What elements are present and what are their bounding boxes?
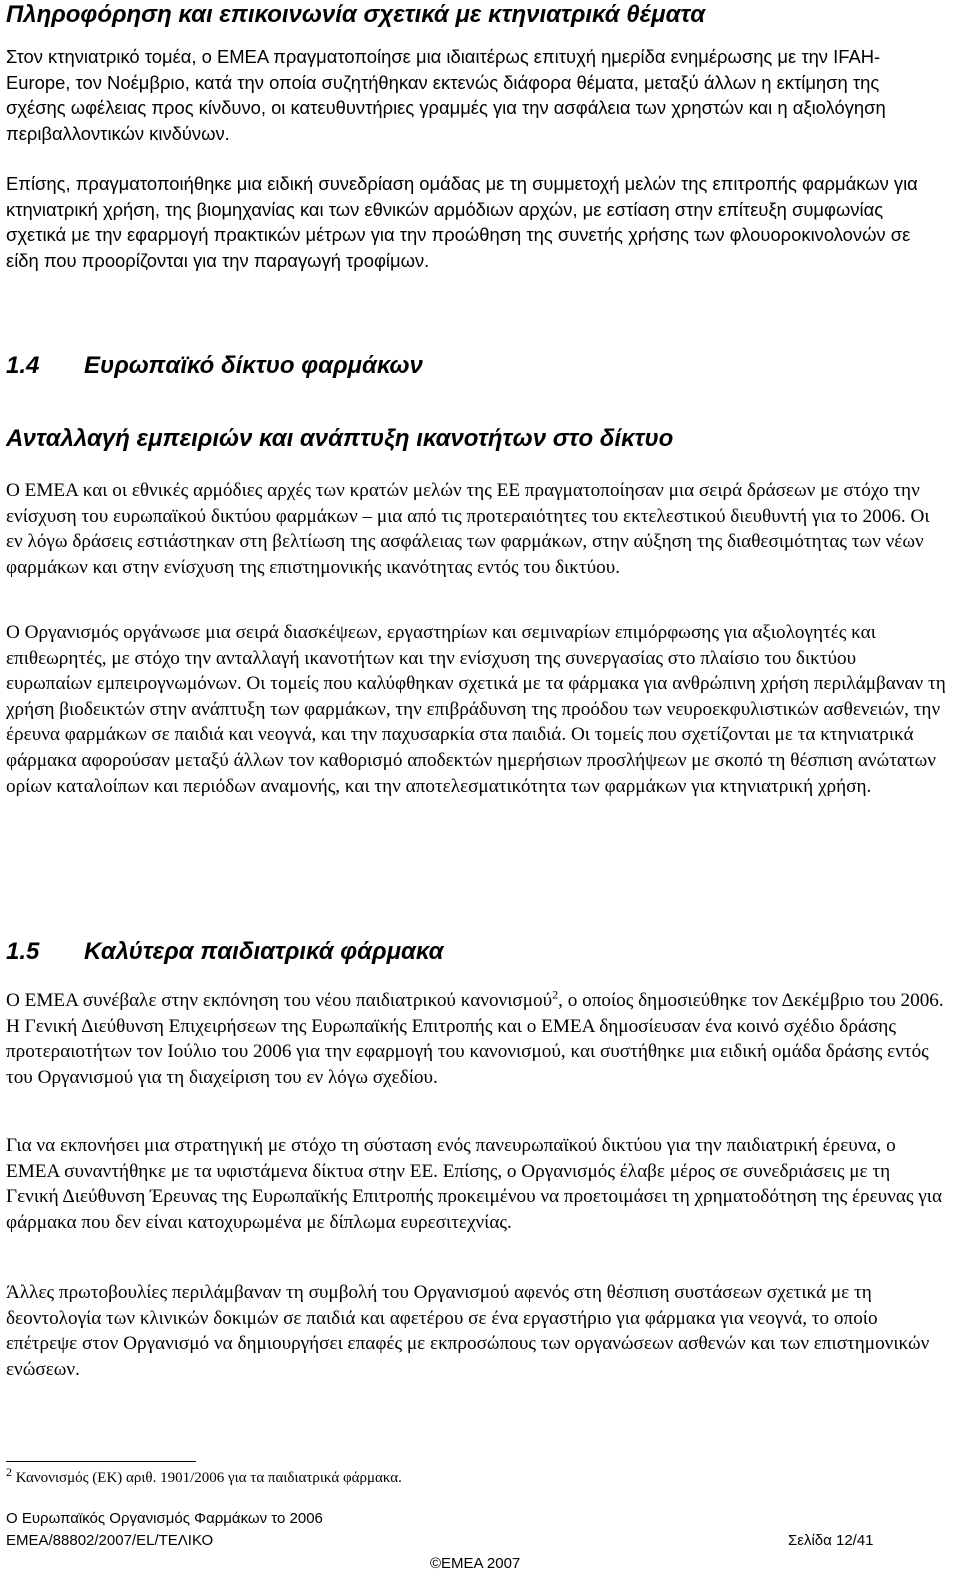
section-number: 1.4 — [6, 352, 40, 379]
section-1-5-heading — [6, 938, 443, 966]
footnote-divider — [6, 1461, 196, 1462]
section-1-4-paragraph-1: Ο ΕΜΕΑ και οι εθνικές αρμόδιες αρχές των κρατών μελών της ΕΕ πραγματοποίησαν μια σειρά δράσεων με στόχο την ενίσχυση του ευρωπαϊκού δικτύου φαρμάκων – μια από τις προτεραιότητες του εκτελεστικού διευθυντή για το 2006. Οι εν λόγω δράσεις εστιάστηκαν στη βελτίωση της ασφάλειας των φαρμάκων, στην αύξηση της διαθεσιμότητας των νέων φαρμάκων και στην ενίσχυση της επιστημονικής ικανότητας εντός του δικτύου. — [6, 480, 930, 578]
section-1-4-paragraph-2: Ο Οργανισμός οργάνωσε μια σειρά διασκέψεων, εργαστηρίων και σεμιναρίων επιμόρφωσης για αξιολογητές και επιθεωρητές, με στόχο την ανταλλαγή ικανοτήτων και την ενίσχυση της συνεργασίας στο πλαίσιο του δικτύου ευρωπαίων εμπειρογνωμόνων. Οι τομείς που καλύφθηκαν σχετικά με τα φάρμακα για ανθρώπινη χρήση περιλάμβαναν τη χρήση βιοδεικτών στην ανάπτυξη των φαρμάκων, την επιβράδυνση της προόδου των νευροεκφυλιστικών ασθενειών, την έρευνα φαρμάκων σε παιδιά και νεογνά, και την παχυσαρκία στα παιδιά. Οι τομείς που σχετίζονται με τα κτηνιατρικά φάρμακα αφορούσαν μεταξύ άλλων τον καθορισμό αποδεκτών ημερήσιων προσλήψεων με σκοπό τη θέσπιση ανώτατων ορίων καταλοίπων και περιόδων αναμονής, και την αποτελεσματικότητα των φαρμάκων για κτηνιατρική χρήση. — [6, 622, 946, 797]
footer-page-number: Σελίδα 12/41 — [788, 1532, 874, 1549]
footnote — [6, 1465, 402, 1487]
section-heading-text: Καλύτερα παιδιατρικά φάρμακα — [84, 938, 444, 965]
section-heading-text: Ευρωπαϊκό δίκτυο φαρμάκων — [84, 352, 423, 379]
section-1-5-paragraph-1 — [6, 988, 946, 1090]
footer-copyright: ©EMEA 2007 — [430, 1555, 521, 1572]
paragraph-text: , ο οποίος δημοσιεύθηκε τον Δεκέμβριο του 2006. Η Γενική Διεύθυνση Επιχειρήσεων της Ευρωπαϊκής Επιτροπής και ο ΕΜΕΑ δημοσίευσαν ένα κοινό σχέδιο δράσης προτεραιοτήτων τον Ιούλιο του 2006 για την εφαρμογή του κανονισμού, και συστήθηκε μια ειδική ομάδα δράσης εντός του Οργανισμού για τη διαχείριση του εν λόγω σχεδίου. — [6, 990, 944, 1088]
section-number: 1.5 — [6, 938, 40, 965]
paragraph-text: Ο ΕΜΕΑ συνέβαλε στην εκπόνηση του νέου παιδιατρικού κανονισμού — [6, 990, 553, 1011]
intro-paragraph-2: Επίσης, πραγματοποιήθηκε μια ειδική συνεδρίαση ομάδας με τη συμμετοχή μελών της επιτροπής φαρμάκων για κτηνιατρική χρήση, της βιομηχανίας και των εθνικών αρμόδιων αρχών, με εστίαση στην επίτευξη συμφωνίας σχετικά με την εφαρμογή πρακτικών μέτρων για την προώθηση της συνετής χρήσης των φλουοροκινολονών σε είδη που προορίζονται για την παραγωγή τροφίμων. — [6, 173, 918, 271]
section-1-4-heading — [6, 352, 423, 380]
footer-doc-ref: EMEA/88802/2007/EL/ΤΕΛΙΚΟ — [6, 1532, 214, 1549]
section-1-5-paragraph-3: Άλλες πρωτοβουλίες περιλάμβαναν τη συμβολή του Οργανισμού αφενός στη θέσπιση συστάσεων σχετικά με τη δεοντολογία των κλινικών δοκιμών σε παιδιά και αφετέρου σε ένα εργαστήριο για φάρμακα για νεογνά, το οποίο επέτρεψε στον Οργανισμό να δημιουργήσει επαφές με εκπροσώπους των οργανώσεων ασθενών και των επιστημονικών ενώσεων. — [6, 1282, 930, 1380]
section-1-5-paragraph-2: Για να εκπονήσει μια στρατηγική με στόχο τη σύσταση ενός πανευρωπαϊκού δικτύου για την παιδιατρική έρευνα, ο ΕΜΕΑ συναντήθηκε με τα υφιστάμενα δίκτυα στην ΕΕ. Επίσης, ο Οργανισμός έλαβε μέρος σε συνεδριάσεις με τη Γενική Διεύθυνση Έρευνας της Ευρωπαϊκής Επιτροπής προκειμένου να προετοιμάσει τη χρηματοδότηση της έρευνας για φάρμακα που δεν είναι κατοχυρωμένα με δίπλωμα ευρεσιτεχνίας. — [6, 1135, 942, 1233]
section-title: Πληροφόρηση και επικοινωνία σχετικά με κτηνιατρικά θέματα — [6, 1, 706, 28]
footnote-text: Κανονισμός (ΕΚ) αριθ. 1901/2006 για τα παιδιατρικά φάρμακα. — [15, 1470, 402, 1486]
footer-report-title: Ο Ευρωπαϊκός Οργανισμός Φαρμάκων το 2006 — [6, 1510, 323, 1527]
intro-paragraph-1: Στον κτηνιατρικό τομέα, ο ΕΜΕΑ πραγματοποίησε μια ιδιαιτέρως επιτυχή ημερίδα ενημέρωσης με την IFAH-Europe, τον Νοέμβριο, κατά την οποία συζητήθηκαν εκτενώς διάφορα θέματα, μεταξύ άλλων η εκτίμηση της σχέσης ωφέλειας προς κίνδυνο, οι κατευθυντήριες γραμμές για την ασφάλεια των χρηστών και η αξιολόγηση περιβαλλοντικών κινδύνων. — [6, 46, 886, 144]
section-1-4-subtitle: Ανταλλαγή εμπειριών και ανάπτυξη ικανοτήτων στο δίκτυο — [6, 425, 674, 452]
footnote-marker: 2 — [6, 1465, 12, 1479]
footnote-reference: 2 — [552, 987, 559, 1002]
